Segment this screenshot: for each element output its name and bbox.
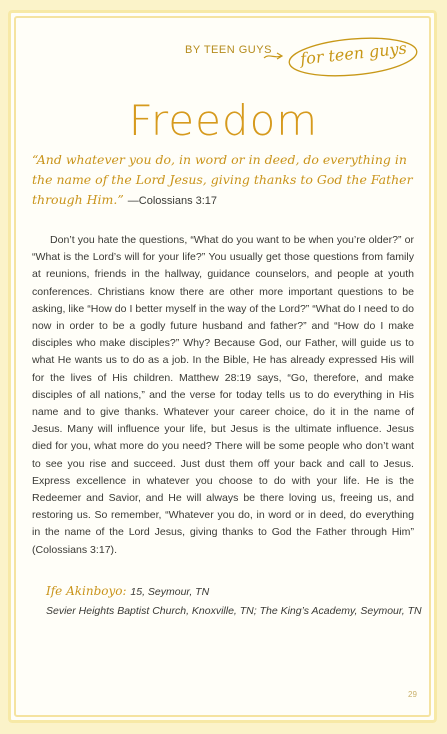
badge-text: for teen guys bbox=[299, 38, 408, 69]
devotional-body: Don’t you hate the questions, “What do you want to be when you’re older?” or “What is the Lord’s will for your life?” You usually get those questions from family at reunions, friends in the hallway, guidance counselors, and people at youth conferences. Christians know there are other more important questions to be asking, like “How do I better myself in the way of the Lord?” “What do I need to do now in order to be a godly future husband and father?” and “How do I make disciples who make disciples?” Why? Because God, our Father, will guide us to what He wants us to do as a job. In the Bible, He has already expressed His will for the lives of His children. Matthew 28:19 says, “Go, therefore, and make disciples of all nations,” and the verse for today tells us to do everything in His name and to give thanks. Whatever your career choice, do it in the name of Jesus. Many will influence your life, but Jesus is the ultimate influence. Jesus died for you, what more do you need? There will be some people who don’t want to see you rise and succeed. Just dust them off your back and call to Jesus. Express excellence in whatever you choose to do with your life. He is the Redeemer and Savior, and He will always be there loving us, freeing us, and restoring us. So remember, “Whatever you do, in word or in deed, do everything in the name of the Lord Jesus, giving thanks to God the Father through Him” (Colossians 3:17). bbox=[32, 234, 414, 556]
key-verse bbox=[32, 150, 417, 211]
verse-text: “And whatever you do, in word or in deed, do everything in the name of the Lord Jesus, giving thanks to God the Father through Him.” bbox=[32, 152, 413, 207]
author-line bbox=[46, 584, 209, 598]
author-church: Sevier Heights Baptist Church, Knoxville, TN; The King’s Academy, Seymour, TN bbox=[46, 605, 422, 617]
author-name: Ife Akinboyo: bbox=[46, 584, 127, 598]
page-title: Freedom bbox=[128, 96, 319, 145]
arrow-right-icon bbox=[263, 50, 285, 62]
page-number: 29 bbox=[408, 690, 417, 699]
author-meta: 15, Seymour, TN bbox=[130, 586, 210, 598]
header-tag: BY TEEN GUYS bbox=[185, 44, 272, 56]
verse-reference: —Colossians 3:17 bbox=[127, 195, 218, 207]
